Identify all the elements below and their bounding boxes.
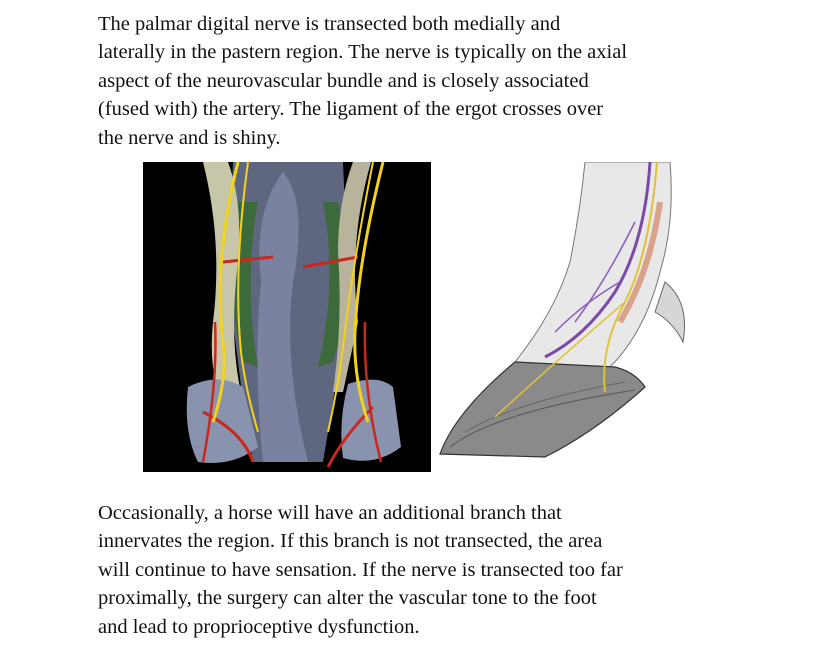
- paragraph-line: Occasionally, a horse will have an additional branch that: [98, 502, 562, 524]
- paragraph-line: innervates the region. If this branch is not transected, the area: [98, 530, 603, 553]
- paragraph-line: will continue to have sensation. If the nerve is transected too far: [98, 558, 623, 581]
- paragraph-line: The palmar digital nerve is transected both medially and: [98, 13, 561, 35]
- paragraph-line: aspect of the neurovascular bundle and is closely associated: [98, 69, 589, 92]
- paragraph-line: the nerve and is shiny.: [98, 126, 281, 149]
- paragraph-line: proximally, the surgery can alter the vascular tone to the foot: [98, 587, 597, 610]
- paragraph-nerve-description: [98, 10, 758, 152]
- pastern-3d-illustration: [143, 162, 431, 472]
- paragraph-line: laterally in the pastern region. The nerve is typically on the axial: [98, 41, 628, 64]
- anatomical-3d-render-image: [143, 162, 431, 472]
- hoof-drawing-image: [435, 162, 695, 472]
- paragraph-additional-branch: [98, 499, 758, 641]
- paragraph-line: and lead to proprioceptive dysfunction.: [98, 615, 420, 638]
- paragraph-line: (fused with) the artery. The ligament of the ergot crosses over: [98, 98, 604, 121]
- hoof-nerve-illustration: [435, 162, 695, 472]
